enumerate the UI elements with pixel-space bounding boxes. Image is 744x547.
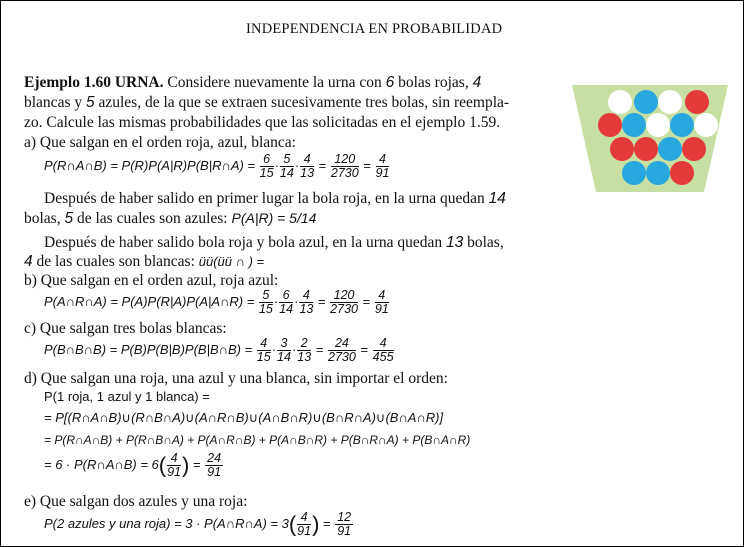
part-b-formula: P(A∩R∩A) = P(A)P(R|A)P(A|A∩R) = $\frac{5}{15}$ · $\frac{6}{14}$ · $\frac{4}{13}$ = $\frac{120}{2730}$ = $\frac{4}{91}$ xyxy=(44,288,389,316)
ball-blue xyxy=(634,90,658,114)
page-header-title: INDEPENDENCIA EN PROBABILIDAD xyxy=(246,21,503,37)
part-d-line-2: = P[(R∩A∩B)∪(R∩B∩A)∪(A∩R∩B)∪(A∩B∩R)∪(B∩R∩A)∪(B∩A∩R)] xyxy=(44,410,444,425)
ball-white xyxy=(646,113,670,137)
part-a-note-1: Después de haber salido en primer lugar la bola roja, en la urna quedan 14 xyxy=(44,190,506,207)
part-e-formula: P(2 azules y una roja) = 3 · P(A∩R∩A) = 3( $\frac{4}{91}$ ) = $\frac{12}{91}$ xyxy=(44,510,352,538)
part-e-heading: e) Que salgan dos azules y una roja: xyxy=(24,493,248,510)
part-d-line-4: = 6 · P(R∩A∩B) = 6( $\frac{4}{91}$ ) = $\frac{24}{91}$ xyxy=(44,451,222,479)
part-b-heading: b) Que salgan en el orden azul, roja azul: xyxy=(24,272,279,289)
part-a-note-3: Después de haber salido bola roja y bola azul, en la urna quedan 13 bolas, xyxy=(44,234,504,251)
part-c-heading: c) Que salgan tres bolas blancas: xyxy=(24,320,227,337)
part-c-formula: P(B∩B∩B) = P(B)P(B|B)P(B|B∩B) = $\frac{4}{15}$ · $\frac{3}{14}$ · $\frac{2}{13}$ = $\frac{24}{2730}$ = $\frac{4}{455}$ xyxy=(44,336,394,364)
ball-red xyxy=(670,161,694,185)
example-intro-line-3: zo. Calcule las mismas probabilidades que las solicitadas en el ejemplo 1.59. xyxy=(24,114,501,131)
part-a-formula: P(R∩A∩B) = P(R)P(A|R)P(B|R∩A) = $\frac{6}{15}$ · $\frac{5}{14}$ · $\frac{4}{13}$ = $\frac{120}{2730}$ = $\frac{4}{91}$ xyxy=(44,152,390,180)
ball-red xyxy=(682,137,706,161)
ball-red xyxy=(634,137,658,161)
ball-blue xyxy=(622,161,646,185)
ball-red xyxy=(610,137,634,161)
part-a-note-2: bolas, 5 de las cuales son azules: P(A|R) = 5/14 xyxy=(24,210,317,227)
ball-blue xyxy=(658,137,682,161)
part-d-line-3: = P(R∩A∩B) + P(R∩B∩A) + P(A∩R∩B) + P(A∩B∩R) + P(B∩R∩A) + P(B∩A∩R) xyxy=(44,433,471,447)
ball-blue xyxy=(646,161,670,185)
part-a-heading: a) Que salgan en el orden roja, azul, blanca: xyxy=(24,134,296,151)
part-d-heading: d) Que salgan una roja, una azul y una blanca, sin importar el orden: xyxy=(24,370,448,387)
example-intro-line-1: Ejemplo 1.60 URNA. Considere nuevamente la urna con 6 bolas rojas, 4 xyxy=(24,74,482,91)
ball-red xyxy=(598,113,622,137)
part-d-line-1: P(1 roja, 1 azul y 1 blanca) = xyxy=(44,389,210,404)
ball-white xyxy=(694,113,718,137)
ball-red xyxy=(685,90,709,114)
ball-blue xyxy=(622,113,646,137)
part-a-note-4: 4 de las cuales son blancas: üü(üü ∩ ) = xyxy=(24,253,265,270)
ball-blue xyxy=(670,113,694,137)
example-intro-line-2: blancas y 5 azules, de la que se extraen sucesivamente tres bolas, sin reempla- xyxy=(24,94,510,111)
ball-white xyxy=(608,90,632,114)
ball-white xyxy=(658,90,682,114)
urn-illustration xyxy=(572,80,732,195)
